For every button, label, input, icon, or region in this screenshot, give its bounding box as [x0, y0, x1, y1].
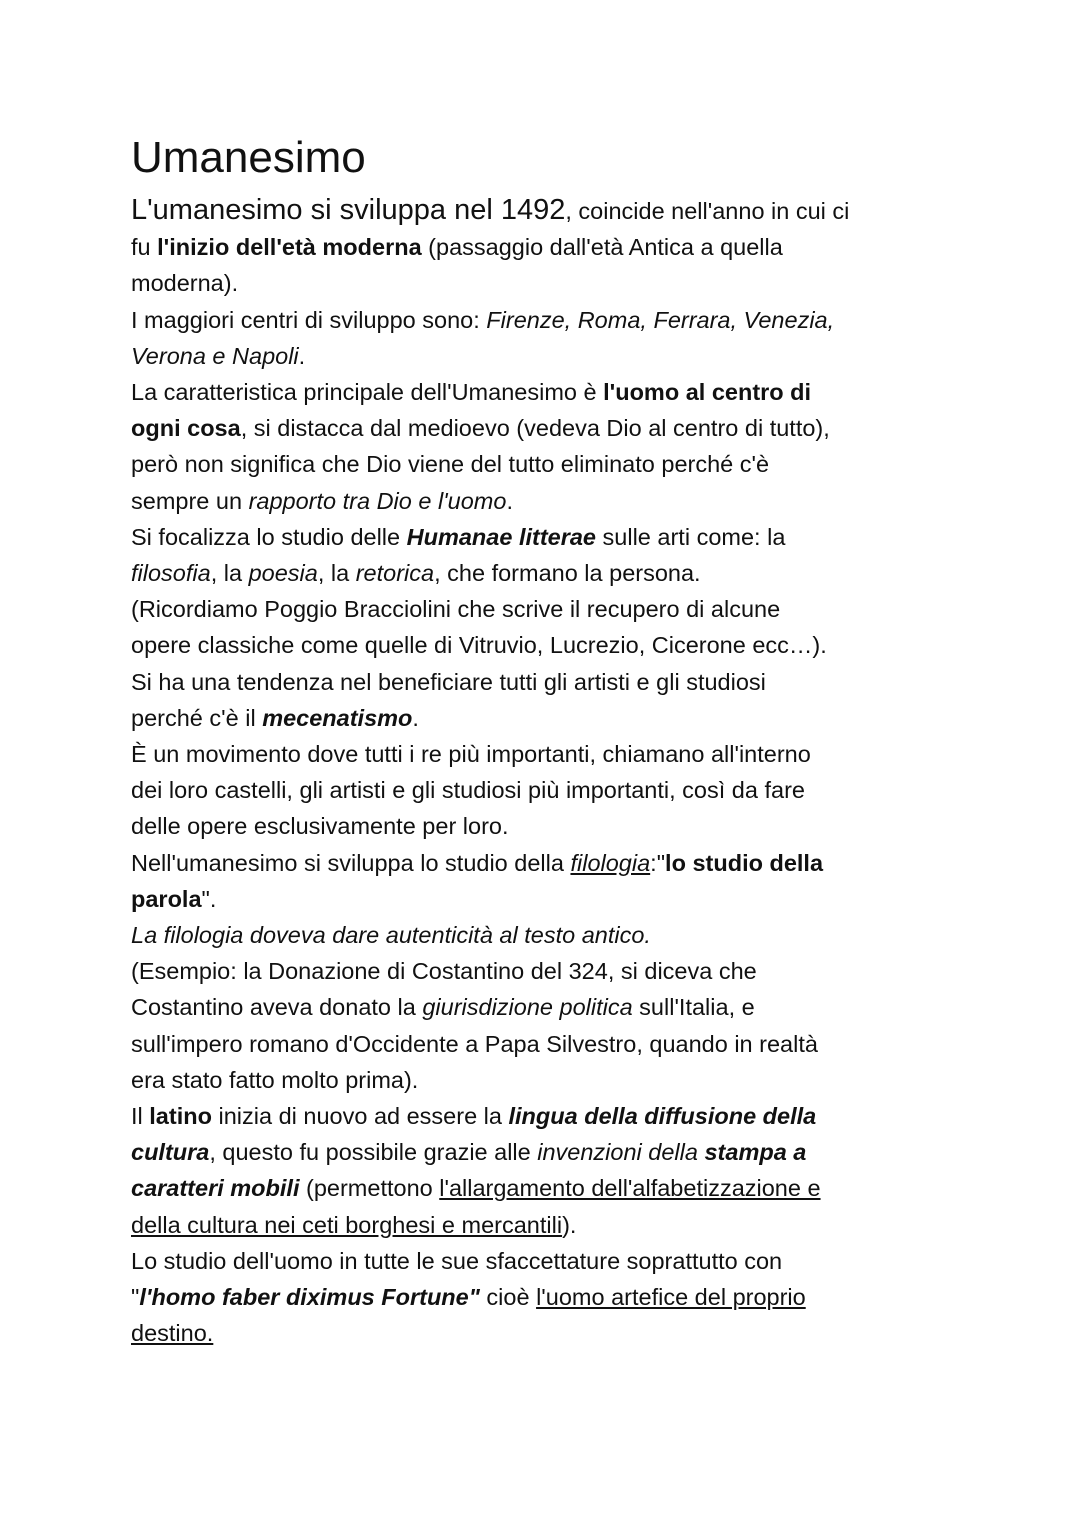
text-segment: l'inizio dell'età moderna — [157, 234, 422, 261]
text-segment: Il — [131, 1103, 150, 1130]
text-segment: l'allargamento dell'alfabetizzazione e — [439, 1175, 821, 1202]
text-segment: Lo studio dell'uomo in tutte le sue sfaccettature soprattutto con — [131, 1247, 783, 1274]
text-line — [131, 1170, 961, 1206]
text-segment: giurisdizione politica — [422, 994, 633, 1021]
text-segment: filosofia — [131, 560, 211, 587]
text-line — [131, 808, 961, 844]
text-segment: L'umanesimo si sviluppa nel 1492 — [131, 194, 566, 226]
text-segment: Costantino aveva donato la — [131, 994, 423, 1021]
text-segment: delle opere esclusivamente per loro. — [131, 813, 509, 840]
text-segment: l'uomo artefice del proprio — [536, 1284, 806, 1311]
text-segment: lo studio della — [665, 849, 824, 876]
text-line — [131, 772, 961, 808]
text-segment: , coincide nell'anno in cui ci — [565, 198, 850, 224]
text-line — [131, 229, 961, 265]
document-body — [131, 192, 961, 1352]
text-segment: (Esempio: la Donazione di Costantino del 324, si diceva che — [131, 958, 757, 985]
text-segment: filologia — [570, 849, 651, 876]
text-segment: ogni cosa — [131, 415, 241, 442]
text-segment: Verona e Napoli — [131, 342, 299, 369]
text-line — [131, 1207, 961, 1243]
text-segment: stampa a — [704, 1139, 807, 1166]
text-segment: , la — [317, 560, 356, 587]
text-segment: cultura — [131, 1139, 210, 1166]
text-segment: ". — [201, 885, 217, 912]
text-segment: , la — [210, 560, 249, 587]
text-segment: latino — [149, 1103, 212, 1130]
text-line — [131, 192, 961, 229]
text-segment: Humanae litterae — [406, 523, 597, 550]
text-segment: fu — [131, 234, 158, 261]
text-segment: dei loro castelli, gli artisti e gli studiosi più importanti, così da fare — [131, 777, 805, 804]
text-line — [131, 519, 961, 555]
text-segment: " — [131, 1284, 140, 1311]
text-line — [131, 736, 961, 772]
text-segment: , si distacca dal medioevo (vedeva Dio al centro di tutto), — [240, 415, 830, 442]
text-line — [131, 1062, 961, 1098]
text-segment: mecenatismo — [262, 704, 413, 731]
text-line — [131, 1134, 961, 1170]
text-segment: La filologia doveva dare autenticità al testo antico. — [131, 922, 651, 949]
text-line — [131, 1279, 961, 1315]
text-line — [131, 664, 961, 700]
text-segment: , questo fu possibile grazie alle — [209, 1139, 538, 1166]
text-line — [131, 1098, 961, 1134]
text-segment: (passaggio dall'età Antica a quella — [421, 234, 783, 261]
text-segment: opere classiche come quelle di Vitruvio, Lucrezio, Cicerone ecc…). — [131, 632, 827, 659]
text-segment: lingua della diffusione della — [508, 1103, 817, 1130]
text-segment: parola — [131, 885, 202, 912]
text-line — [131, 989, 961, 1025]
text-line — [131, 338, 961, 374]
text-segment: sull'impero romano d'Occidente a Papa Silvestro, quando in realtà — [131, 1030, 818, 1057]
text-line — [131, 1026, 961, 1062]
text-line — [131, 627, 961, 663]
text-segment: sulle arti come: la — [596, 523, 786, 550]
text-segment: I maggiori centri di sviluppo sono: — [131, 306, 487, 333]
text-line — [131, 483, 961, 519]
text-line — [131, 953, 961, 989]
text-segment: , che formano la persona. — [434, 560, 701, 587]
text-segment: sempre un — [131, 487, 249, 514]
text-segment: rapporto tra Dio e l'uomo — [248, 487, 507, 514]
text-segment: era stato fatto molto prima). — [131, 1066, 419, 1093]
text-line — [131, 845, 961, 881]
text-segment: caratteri mobili — [131, 1175, 300, 1202]
text-line — [131, 700, 961, 736]
text-line — [131, 1243, 961, 1279]
text-segment: È un movimento dove tutti i re più importanti, chiamano all'interno — [131, 741, 811, 768]
text-line — [131, 410, 961, 446]
text-line — [131, 555, 961, 591]
text-segment: sull'Italia, e — [632, 994, 755, 1021]
text-line — [131, 446, 961, 482]
document-page — [131, 128, 961, 1352]
text-line — [131, 265, 961, 301]
text-segment: della cultura nei ceti borghesi e mercantili — [131, 1211, 563, 1238]
text-segment: moderna). — [131, 270, 239, 297]
text-segment: Si focalizza lo studio delle — [131, 523, 407, 550]
text-segment: destino. — [131, 1320, 214, 1347]
text-segment: . — [412, 704, 419, 731]
text-segment: l'uomo al centro di — [603, 379, 812, 406]
text-segment: l'homo faber diximus Fortune" — [139, 1284, 480, 1311]
text-segment: (Ricordiamo Poggio Bracciolini che scrive il recupero di alcune — [131, 596, 781, 623]
text-line — [131, 591, 961, 627]
text-segment: inizia di nuovo ad essere la — [211, 1103, 509, 1130]
text-line — [131, 302, 961, 338]
text-segment: . — [506, 487, 513, 514]
text-segment: (permettono — [299, 1175, 440, 1202]
text-segment: poesia — [248, 560, 318, 587]
text-segment: ). — [562, 1211, 577, 1238]
text-segment: . — [298, 342, 306, 369]
text-segment: :" — [650, 849, 666, 876]
text-segment: Nell'umanesimo si sviluppa lo studio della — [131, 849, 571, 876]
text-segment: invenzioni della — [537, 1139, 705, 1166]
text-segment: retorica — [355, 560, 435, 587]
text-segment: cioè — [479, 1284, 537, 1311]
text-line — [131, 881, 961, 917]
text-segment: però non significa che Dio viene del tutto eliminato perché c'è — [131, 451, 770, 478]
text-segment: Si ha una tendenza nel beneficiare tutti gli artisti e gli studiosi — [131, 668, 766, 695]
text-segment: perché c'è il — [131, 704, 263, 731]
text-line — [131, 917, 961, 953]
text-line — [131, 1315, 961, 1351]
text-line — [131, 374, 961, 410]
text-segment: Firenze, Roma, Ferrara, Venezia, — [486, 306, 835, 333]
page-title: Umanesimo — [131, 133, 366, 182]
text-segment: La caratteristica principale dell'Umanesimo è — [131, 379, 604, 406]
